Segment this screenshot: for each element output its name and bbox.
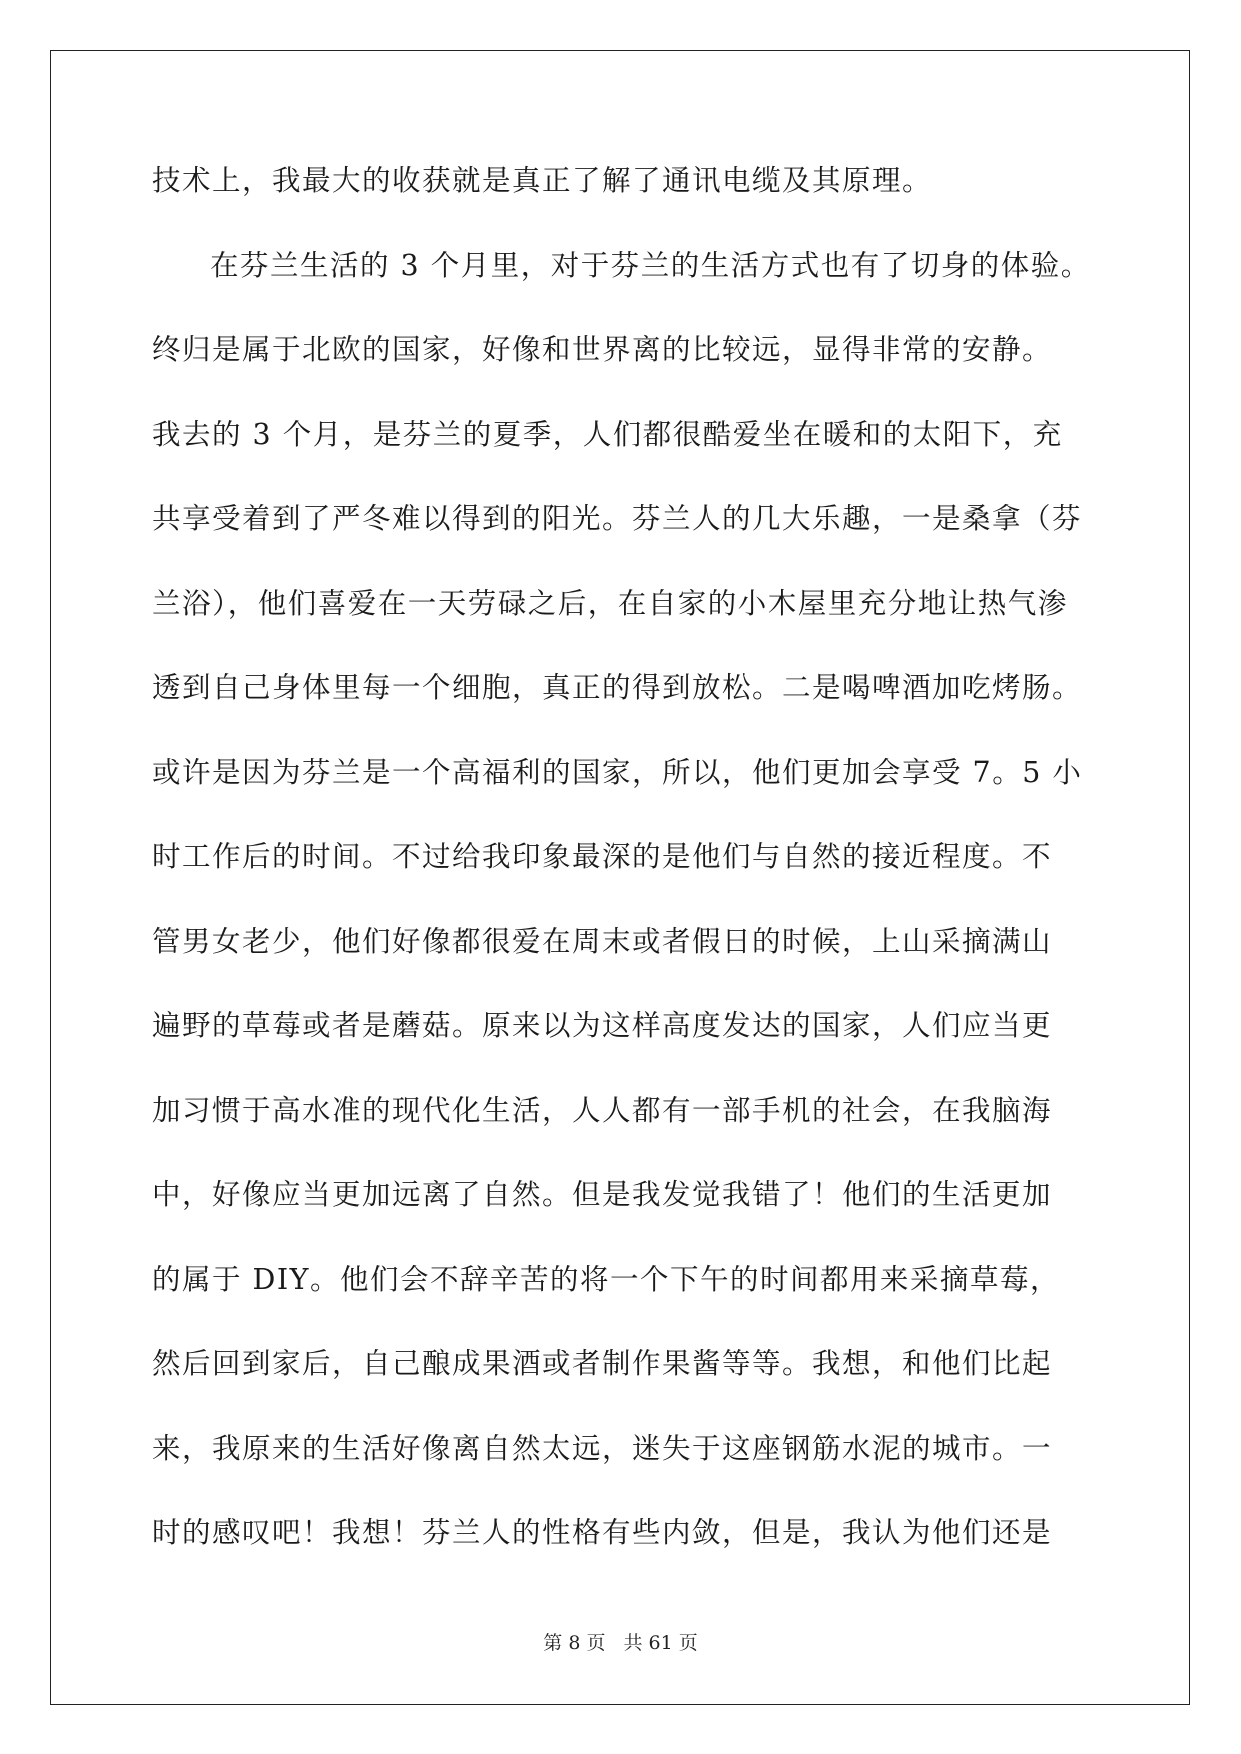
- text-line: 技术上，我最大的收获就是真正了解了通讯电缆及其原理。: [152, 164, 933, 197]
- page-total: 共 61 页: [623, 1632, 698, 1654]
- text-line: 管男女老少，他们好像都很爱在周末或者假日的时候，上山采摘满山: [152, 924, 1053, 958]
- text-line: 中，好像应当更加远离了自然。但是我发觉我错了！他们的生活更加: [152, 1178, 1053, 1211]
- text-line: 加习惯于高水准的现代化生活，人人都有一部手机的社会，在我脑海: [152, 1093, 1053, 1127]
- text-line: 我去的 3 个月，是芬兰的夏季，人们都很酷爱坐在暖和的太阳下，充: [152, 417, 1063, 451]
- page-number: 第 8 页: [543, 1632, 606, 1654]
- text-line: 时工作后的时间。不过给我印象最深的是他们与自然的接近程度。不: [152, 840, 1053, 873]
- text-line: 或许是因为芬兰是一个高福利的国家，所以，他们更加会享受 7。5 小: [152, 755, 1083, 789]
- text-line: 遍野的草莓或者是蘑菇。原来以为这样高度发达的国家，人们应当更: [152, 1009, 1053, 1042]
- text-line: 兰浴），他们喜爱在一天劳碌之后，在自家的小木屋里充分地让热气渗: [152, 586, 1068, 620]
- text-line: 的属于 DIY。他们会不辞辛苦的将一个下午的时间都用来采摘草莓，: [152, 1262, 1060, 1296]
- text-line: 透到自己身体里每一个细胞，真正的得到放松。二是喝啤酒加吃烤肠。: [152, 671, 1083, 704]
- text-line: 然后回到家后，自己酿成果酒或者制作果酱等等。我想，和他们比起: [152, 1347, 1053, 1380]
- text-line: 共享受着到了严冬难以得到的阳光。芬兰人的几大乐趣，一是桑拿（芬: [152, 502, 1083, 535]
- text-line: 来，我原来的生活好像离自然太远，迷失于这座钢筋水泥的城市。一: [152, 1431, 1053, 1465]
- text-line: 时的感叹吧！我想！芬兰人的性格有些内敛，但是，我认为他们还是: [152, 1516, 1053, 1549]
- text-line: 终归是属于北欧的国家，好像和世界离的比较远，显得非常的安静。: [152, 333, 1053, 366]
- document-body: [152, 162, 1092, 1599]
- page-footer: [0, 1631, 1241, 1655]
- text-line: 在芬兰生活的 3 个月里，对于芬兰的生活方式也有了切身的体验。: [210, 248, 1091, 282]
